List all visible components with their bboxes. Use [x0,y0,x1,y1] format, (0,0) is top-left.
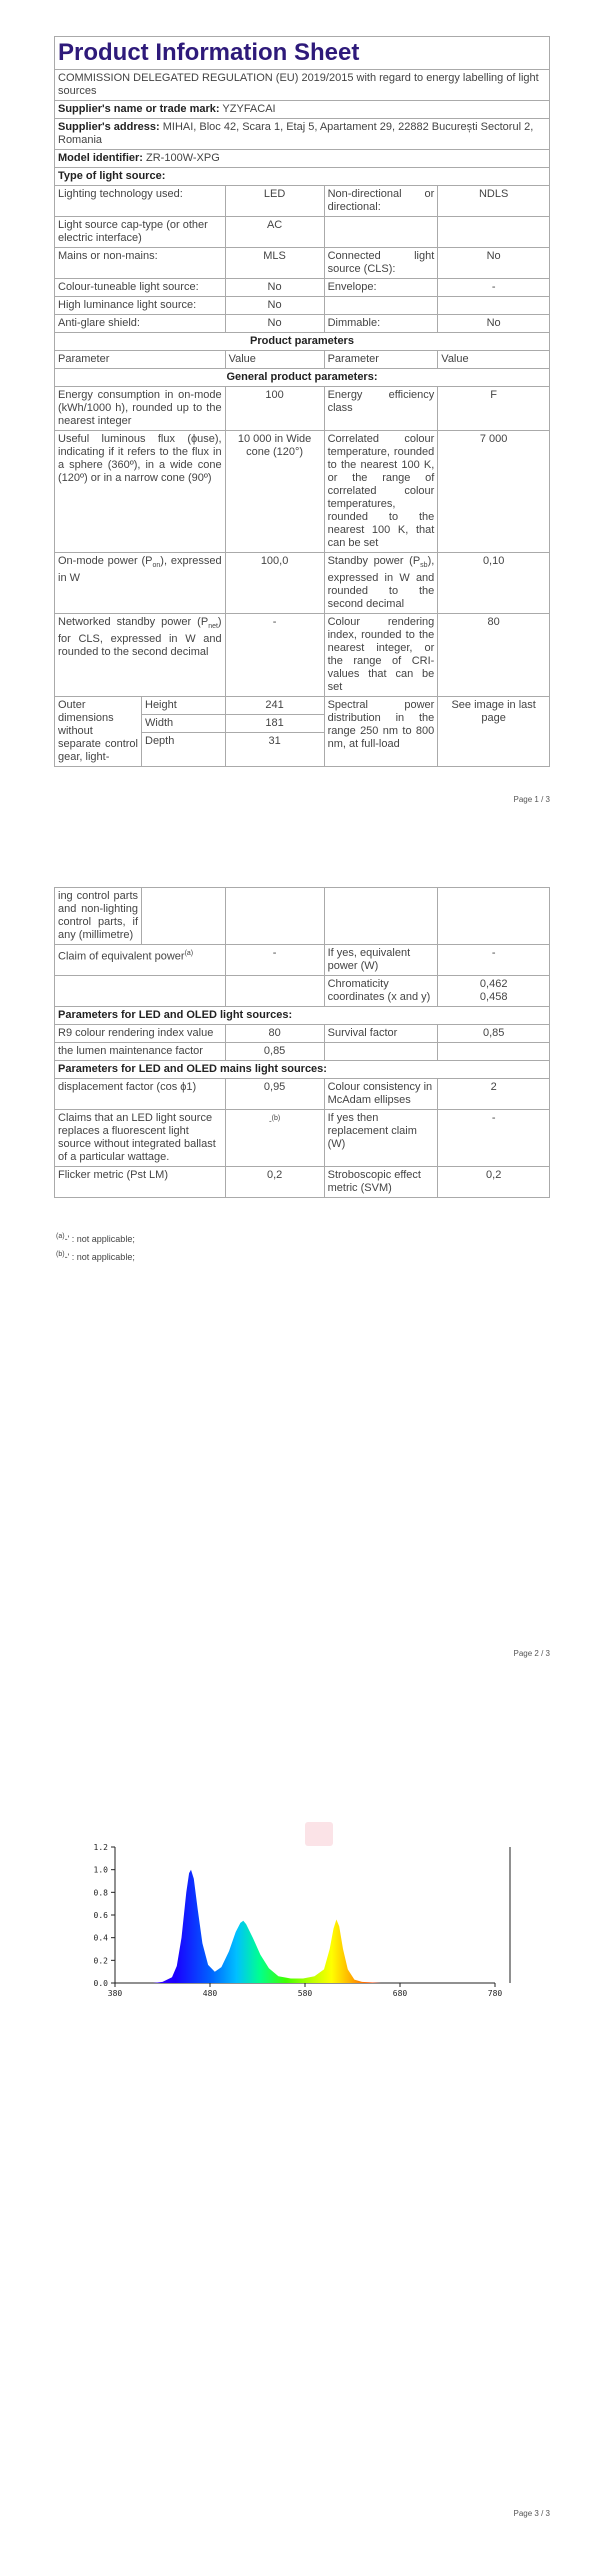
page-1 [0,0,603,852]
dims-row [55,697,550,767]
type-label-2: Dimmable: [324,315,438,333]
led-label-2 [324,1043,438,1061]
type-row [55,279,550,297]
led-parameters-heading: Parameters for LED and OLED light sources: [55,1007,550,1025]
type-value: No [225,279,324,297]
y-tick-label: 1.0 [93,1865,108,1875]
general-row [55,387,550,431]
chroma-y: 0,458 [479,991,508,1003]
supplier-address: MIHAI, Bloc 42, Scara 1, Etaj 5, Apartament 29, 22882 București Sectorul 2, Romania [58,121,534,146]
height-label: Height [142,697,225,715]
general-label: On-mode power $(P_{on})$, expressed in W [55,553,226,614]
spectral-power-distribution-chart [0,1706,603,2558]
x-tick-label: 580 [297,1989,313,1998]
mains-value-2: 0,2 [438,1167,550,1198]
type-label-2: Envelope: [324,279,438,297]
chroma-x: 0,462 [479,978,508,990]
y-tick-label: 0.6 [93,1911,108,1920]
mains-label-2: Stroboscopic effect metric (SVM) [324,1167,438,1198]
chroma-values [438,976,550,1007]
y-tick-label: 1.2 [93,1843,108,1852]
type-label-2: Connected light source (CLS): [324,248,438,279]
equiv-label: Claim of equivalent power [58,950,185,963]
chroma-row [55,976,550,1007]
mains-value: - [268,1116,272,1126]
page-number-1: Page 1 / 3 [513,795,550,804]
dims-label-continued: ing control parts and non-lighting control parts, if any (millimetre) [58,890,138,941]
regulation-text: COMMISSION DELEGATED REGULATION (EU) 2019/2015 with regard to energy labelling of light sources [55,70,550,101]
type-value: No [225,297,324,315]
supplier-address-row [55,119,550,150]
chroma-label: Chromaticity coordinates (x and y) [324,976,438,1007]
type-label: Mains or non-mains: [55,248,226,279]
spd-label: Spectral power distribution in the range 250 nm to 800 nm, at full-load [324,697,438,767]
depth-label: Depth [145,735,175,748]
supplier-name-label: Supplier's name or trade mark: [58,103,220,115]
y-tick-label: 0.8 [93,1888,108,1898]
mains-label-2: If yes then replacement claim (W) [324,1110,438,1167]
type-label-2 [324,297,438,315]
general-value-2: F [438,387,550,431]
general-label: Energy consumption in on-mode (kWh/1000 h), rounded up to the nearest integer [55,387,226,431]
supplier-address-label: Supplier's address: [58,121,160,133]
dims-continued-value [225,888,324,945]
footnote-a [56,1233,135,1244]
x-tick-label: 380 [107,1989,123,1998]
general-value: 100 [225,387,324,431]
type-label: Anti-glare shield: [55,315,226,333]
dims-cell [55,697,226,767]
led-value: 80 [225,1025,324,1043]
mains-row [55,1167,550,1198]
mains-value: 0,2 [225,1167,324,1198]
general-value-2: 80 [438,614,550,697]
param-header-parameter-2: Parameter [324,351,438,369]
y-tick-label: 0.4 [93,1933,108,1943]
x-tick-label: 680 [392,1989,408,1998]
x-tick-label: 480 [202,1989,218,1998]
type-label: Lighting technology used: [55,186,226,217]
footnote-b [56,1251,135,1262]
type-value-2: No [438,248,550,279]
type-value: LED [225,186,324,217]
type-label: High luminance light source: [55,297,226,315]
led-label: the lumen maintenance factor [55,1043,226,1061]
info-table-page-1 [54,36,550,767]
type-value-2: No [438,315,550,333]
page-number-2: Page 2 / 3 [513,1649,550,1658]
mains-value-2: 2 [438,1079,550,1110]
page-title: Product Information Sheet [55,37,550,70]
footnote-a-mark: (a) [56,1233,65,1240]
footnote-a-text: -' : not applicable; [64,1234,135,1244]
footnote-b-text: -' : not applicable; [64,1252,135,1262]
equiv-power-value: - [438,945,550,976]
type-label-2 [324,217,438,248]
dims-continued-value-2 [438,888,550,945]
page-number-3: Page 3 / 3 [513,2509,550,2518]
dims-continued-cell [55,888,226,945]
general-row [55,553,550,614]
led-value: 0,85 [225,1043,324,1061]
width-value: 181 [226,715,324,733]
type-row [55,315,550,333]
type-of-light-source-heading: Type of light source: [55,168,550,186]
mains-parameters-heading: Parameters for LED and OLED mains light sources: [55,1061,550,1079]
mains-value-cell [225,1110,324,1167]
type-value-2: - [438,279,550,297]
type-value-2 [438,297,550,315]
type-value: No [225,315,324,333]
dims-continued-row [55,888,550,945]
general-value-2: 7 000 [438,431,550,553]
mains-value: 0,95 [225,1079,324,1110]
chroma-empty-1 [55,976,226,1007]
equiv-power-label: If yes, equivalent power (W) [324,945,438,976]
led-row [55,1025,550,1043]
general-value: 100,0 [225,553,324,614]
dims-values [225,697,324,767]
x-tick-label: 780 [487,1989,503,1998]
type-label: Colour-tuneable light source: [55,279,226,297]
y-tick-label: 0.2 [93,1956,108,1966]
dims-continued-label-2 [324,888,438,945]
type-label: Light source cap-type (or other electric interface) [55,217,226,248]
type-label-2: Non-directional or directional: [324,186,438,217]
mains-row [55,1110,550,1167]
general-value: 10 000 in Wide cone (120°) [225,431,324,553]
mains-row [55,1079,550,1110]
type-row [55,186,550,217]
mains-footnote-mark: (b) [271,1115,281,1122]
general-label-2: Colour rendering index, rounded to the nearest integer, or the range of CRI-values that can be set [324,614,438,697]
general-row [55,431,550,553]
depth-value: 31 [268,735,281,748]
product-parameters-heading: Product parameters [55,333,550,351]
mains-label: Claims that an LED light source replaces a fluorescent light source without integrated ballast of a particular wattage. [55,1110,226,1167]
type-value: AC [225,217,324,248]
param-header-value-2: Value [438,351,550,369]
page-2 [0,853,603,1705]
equiv-value: - [225,945,324,976]
type-row [55,248,550,279]
spectrum-area [115,1870,495,1983]
type-value-2: NDLS [438,186,550,217]
general-label-2: Energy efficiency class [324,387,438,431]
general-label-2: Correlated colour temperature, rounded to the nearest 100 K, or the range of correlated colour temperatures, rounded to the nearest 100 K, that can be set [324,431,438,553]
chroma-empty-2 [225,976,324,1007]
model-label: Model identifier: [58,152,143,164]
led-label: R9 colour rendering index value [55,1025,226,1043]
type-row [55,297,550,315]
general-value-2: 0,10 [438,553,550,614]
footnote-b-mark: (b) [56,1251,65,1258]
equiv-row [55,945,550,976]
general-label: Useful luminous flux (ϕuse), indicating if it refers to the flux in a sphere (360º), in a wide cone (120º) or in a narrow cone (90º) [55,431,226,553]
led-value-2 [438,1043,550,1061]
equiv-footnote-mark: (a) [184,950,194,957]
type-value: MLS [225,248,324,279]
general-label: Networked standby power $(P_{net})$ for CLS, expressed in W and rounded to the second decimal [55,614,226,697]
param-header-value: Value [225,351,324,369]
param-header-parameter: Parameter [55,351,226,369]
model-row [55,150,550,168]
width-label: Width [142,715,225,733]
spd-value: See image in last page [438,697,550,767]
supplier-name: YZYFACAI [222,103,276,115]
supplier-name-row [55,101,550,119]
type-value-2 [438,217,550,248]
type-row [55,217,550,248]
mains-label: displacement factor (cos ϕ1) [55,1079,226,1110]
model-identifier: ZR-100W-XPG [146,152,220,164]
mains-label-2: Colour consistency in McAdam ellipses [324,1079,438,1110]
y-tick-label: 0.0 [93,1979,108,1988]
dims-label: Outer dimensions without separate control gear, light- [58,699,138,764]
equiv-label-cell [55,945,226,976]
led-label-2: Survival factor [324,1025,438,1043]
general-value: - [225,614,324,697]
height-value: 241 [226,697,324,715]
mains-value-2: - [438,1110,550,1167]
mains-label: Flicker metric (Pst LM) [55,1167,226,1198]
general-parameters-heading: General product parameters: [55,369,550,387]
led-value-2: 0,85 [438,1025,550,1043]
led-row [55,1043,550,1061]
page-3 [0,1706,603,2558]
general-label-2: Standby power $(P_{sb})$, expressed in W and rounded to the second decimal [324,553,438,614]
info-table-page-2 [54,887,550,1198]
general-row [55,614,550,697]
